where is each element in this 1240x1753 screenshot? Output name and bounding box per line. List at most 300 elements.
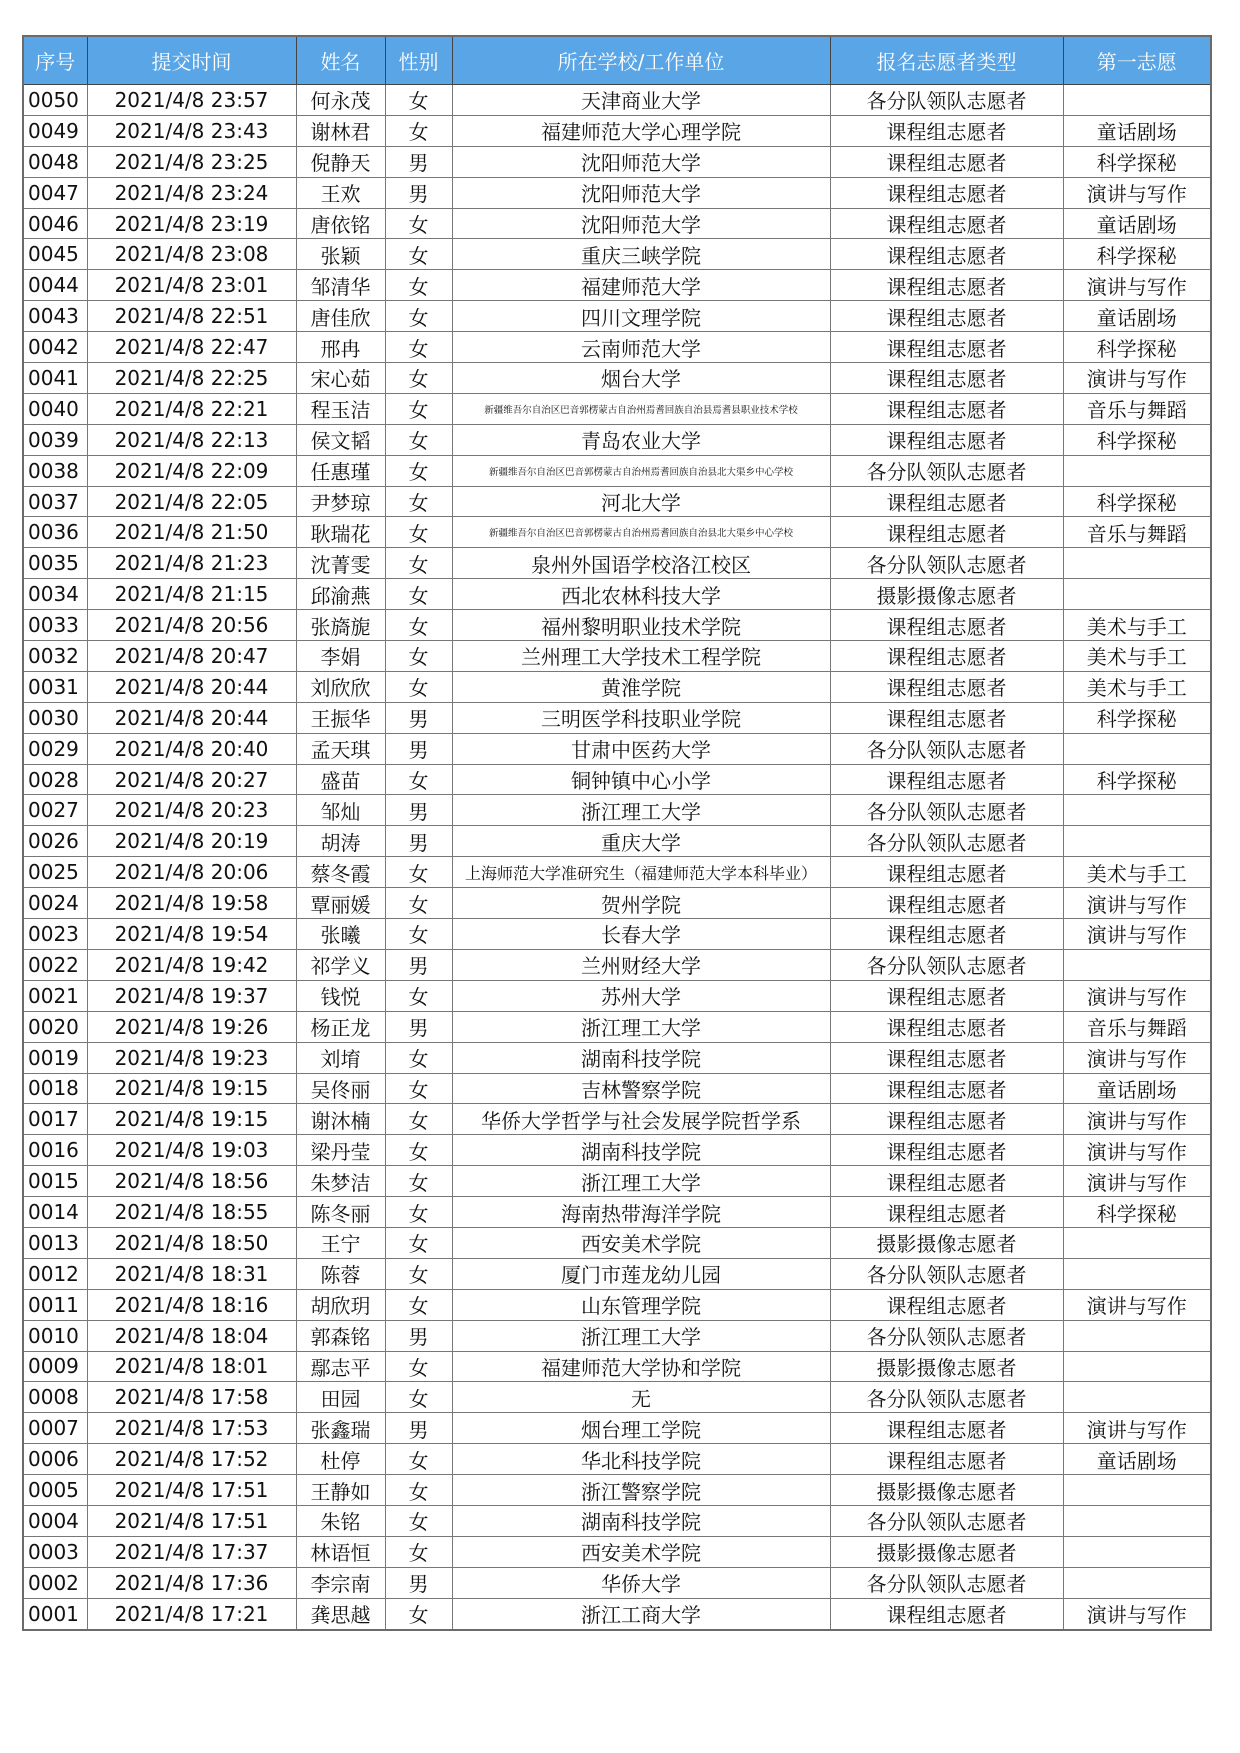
cell-school: 黄淮学院 xyxy=(452,671,830,702)
cell-name: 邱渝燕 xyxy=(296,579,385,610)
cell-name: 李宗南 xyxy=(296,1567,385,1598)
cell-gender: 男 xyxy=(385,826,452,857)
cell-id: 0025 xyxy=(23,857,87,888)
cell-gender: 女 xyxy=(385,1475,452,1506)
cell-first-choice xyxy=(1063,548,1211,579)
cell-volunteer-type: 课程组志愿者 xyxy=(830,1135,1063,1166)
cell-name: 沈菁雯 xyxy=(296,548,385,579)
cell-submit-time: 2021/4/8 19:54 xyxy=(87,919,296,950)
table-row xyxy=(23,85,1211,116)
cell-school: 浙江理工大学 xyxy=(452,1320,830,1351)
cell-submit-time: 2021/4/8 20:56 xyxy=(87,610,296,641)
cell-volunteer-type: 各分队领队志愿者 xyxy=(830,733,1063,764)
table-row xyxy=(23,301,1211,332)
cell-school: 甘肃中医药大学 xyxy=(452,733,830,764)
cell-gender: 女 xyxy=(385,363,452,394)
cell-volunteer-type: 摄影摄像志愿者 xyxy=(830,1227,1063,1258)
cell-name: 胡欣玥 xyxy=(296,1289,385,1320)
cell-school: 上海师范大学准研究生（福建师范大学本科毕业） xyxy=(452,857,830,888)
cell-volunteer-type: 摄影摄像志愿者 xyxy=(830,1536,1063,1567)
table-row xyxy=(23,393,1211,424)
cell-first-choice: 科学探秘 xyxy=(1063,486,1211,517)
cell-school: 河北大学 xyxy=(452,486,830,517)
cell-volunteer-type: 各分队领队志愿者 xyxy=(830,85,1063,116)
cell-first-choice xyxy=(1063,579,1211,610)
cell-gender: 男 xyxy=(385,1011,452,1042)
cell-id: 0048 xyxy=(23,146,87,177)
cell-submit-time: 2021/4/8 17:58 xyxy=(87,1382,296,1413)
cell-first-choice: 科学探秘 xyxy=(1063,1197,1211,1228)
cell-gender: 女 xyxy=(385,1289,452,1320)
cell-submit-time: 2021/4/8 18:55 xyxy=(87,1197,296,1228)
cell-submit-time: 2021/4/8 23:25 xyxy=(87,146,296,177)
cell-school: 福建师范大学心理学院 xyxy=(452,115,830,146)
cell-gender: 女 xyxy=(385,888,452,919)
cell-id: 0029 xyxy=(23,733,87,764)
cell-submit-time: 2021/4/8 19:58 xyxy=(87,888,296,919)
cell-gender: 女 xyxy=(385,1104,452,1135)
cell-id: 0050 xyxy=(23,85,87,116)
cell-school: 浙江工商大学 xyxy=(452,1598,830,1629)
cell-submit-time: 2021/4/8 22:47 xyxy=(87,332,296,363)
cell-first-choice xyxy=(1063,1475,1211,1506)
cell-school: 云南师范大学 xyxy=(452,332,830,363)
cell-gender: 女 xyxy=(385,1258,452,1289)
cell-volunteer-type: 课程组志愿者 xyxy=(830,1073,1063,1104)
cell-id: 0026 xyxy=(23,826,87,857)
cell-id: 0014 xyxy=(23,1197,87,1228)
table-row xyxy=(23,826,1211,857)
cell-gender: 女 xyxy=(385,1444,452,1475)
table-row xyxy=(23,1382,1211,1413)
table-row xyxy=(23,1505,1211,1536)
table-row xyxy=(23,671,1211,702)
cell-volunteer-type: 课程组志愿者 xyxy=(830,1011,1063,1042)
cell-id: 0035 xyxy=(23,548,87,579)
table-row xyxy=(23,1227,1211,1258)
cell-id: 0032 xyxy=(23,641,87,672)
cell-gender: 女 xyxy=(385,1598,452,1629)
cell-school: 福州黎明职业技术学院 xyxy=(452,610,830,641)
cell-submit-time: 2021/4/8 23:24 xyxy=(87,177,296,208)
cell-gender: 男 xyxy=(385,1567,452,1598)
cell-submit-time: 2021/4/8 19:42 xyxy=(87,949,296,980)
cell-volunteer-type: 课程组志愿者 xyxy=(830,1289,1063,1320)
cell-gender: 男 xyxy=(385,949,452,980)
cell-name: 杨正龙 xyxy=(296,1011,385,1042)
cell-volunteer-type: 课程组志愿者 xyxy=(830,1104,1063,1135)
table-row xyxy=(23,115,1211,146)
cell-name: 蔡冬霞 xyxy=(296,857,385,888)
cell-id: 0031 xyxy=(23,671,87,702)
cell-name: 张颖 xyxy=(296,239,385,270)
cell-school: 苏州大学 xyxy=(452,980,830,1011)
cell-volunteer-type: 课程组志愿者 xyxy=(830,1042,1063,1073)
cell-submit-time: 2021/4/8 20:44 xyxy=(87,702,296,733)
cell-name: 王振华 xyxy=(296,702,385,733)
cell-school: 浙江警察学院 xyxy=(452,1475,830,1506)
cell-submit-time: 2021/4/8 18:31 xyxy=(87,1258,296,1289)
table-row xyxy=(23,1475,1211,1506)
cell-name: 张鑫瑞 xyxy=(296,1413,385,1444)
cell-volunteer-type: 课程组志愿者 xyxy=(830,301,1063,332)
cell-volunteer-type: 课程组志愿者 xyxy=(830,1413,1063,1444)
table-row xyxy=(23,1197,1211,1228)
cell-school: 浙江理工大学 xyxy=(452,1011,830,1042)
cell-school: 三明医学科技职业学院 xyxy=(452,702,830,733)
cell-name: 刘堉 xyxy=(296,1042,385,1073)
table-row xyxy=(23,208,1211,239)
cell-name: 郭森铭 xyxy=(296,1320,385,1351)
cell-id: 0017 xyxy=(23,1104,87,1135)
cell-id: 0019 xyxy=(23,1042,87,1073)
table-row xyxy=(23,548,1211,579)
cell-submit-time: 2021/4/8 19:26 xyxy=(87,1011,296,1042)
cell-first-choice: 童话剧场 xyxy=(1063,1444,1211,1475)
cell-name: 祁学义 xyxy=(296,949,385,980)
cell-id: 0021 xyxy=(23,980,87,1011)
cell-submit-time: 2021/4/8 19:37 xyxy=(87,980,296,1011)
cell-first-choice: 演讲与写作 xyxy=(1063,1598,1211,1629)
cell-school: 西北农林科技大学 xyxy=(452,579,830,610)
cell-submit-time: 2021/4/8 22:25 xyxy=(87,363,296,394)
cell-gender: 男 xyxy=(385,733,452,764)
cell-school: 浙江理工大学 xyxy=(452,1166,830,1197)
cell-volunteer-type: 课程组志愿者 xyxy=(830,1166,1063,1197)
cell-volunteer-type: 课程组志愿者 xyxy=(830,146,1063,177)
cell-school: 西安美术学院 xyxy=(452,1536,830,1567)
cell-name: 张曦 xyxy=(296,919,385,950)
cell-volunteer-type: 各分队领队志愿者 xyxy=(830,1320,1063,1351)
cell-gender: 女 xyxy=(385,764,452,795)
cell-school: 无 xyxy=(452,1382,830,1413)
table-row xyxy=(23,1567,1211,1598)
cell-volunteer-type: 课程组志愿者 xyxy=(830,393,1063,424)
cell-first-choice: 美术与手工 xyxy=(1063,671,1211,702)
cell-gender: 女 xyxy=(385,980,452,1011)
cell-id: 0022 xyxy=(23,949,87,980)
cell-volunteer-type: 各分队领队志愿者 xyxy=(830,1258,1063,1289)
header-row xyxy=(23,36,1211,85)
cell-name: 邹清华 xyxy=(296,270,385,301)
cell-school: 兰州理工大学技术工程学院 xyxy=(452,641,830,672)
cell-submit-time: 2021/4/8 17:51 xyxy=(87,1505,296,1536)
cell-name: 朱梦洁 xyxy=(296,1166,385,1197)
cell-volunteer-type: 课程组志愿者 xyxy=(830,424,1063,455)
cell-name: 唐依铭 xyxy=(296,208,385,239)
cell-id: 0011 xyxy=(23,1289,87,1320)
cell-volunteer-type: 课程组志愿者 xyxy=(830,177,1063,208)
header-volunteer-type: 报名志愿者类型 xyxy=(830,36,1063,85)
cell-id: 0040 xyxy=(23,393,87,424)
cell-volunteer-type: 各分队领队志愿者 xyxy=(830,548,1063,579)
cell-volunteer-type: 各分队领队志愿者 xyxy=(830,826,1063,857)
cell-submit-time: 2021/4/8 17:51 xyxy=(87,1475,296,1506)
cell-volunteer-type: 各分队领队志愿者 xyxy=(830,1567,1063,1598)
cell-school: 重庆大学 xyxy=(452,826,830,857)
cell-name: 王欢 xyxy=(296,177,385,208)
cell-volunteer-type: 课程组志愿者 xyxy=(830,1197,1063,1228)
table-row xyxy=(23,177,1211,208)
cell-gender: 女 xyxy=(385,332,452,363)
cell-name: 吴佟丽 xyxy=(296,1073,385,1104)
table-row xyxy=(23,517,1211,548)
table-row xyxy=(23,1073,1211,1104)
cell-first-choice: 演讲与写作 xyxy=(1063,177,1211,208)
header-name: 姓名 xyxy=(296,36,385,85)
cell-school: 华侨大学哲学与社会发展学院哲学系 xyxy=(452,1104,830,1135)
cell-id: 0027 xyxy=(23,795,87,826)
cell-school: 福建师范大学 xyxy=(452,270,830,301)
cell-gender: 女 xyxy=(385,610,452,641)
cell-first-choice: 演讲与写作 xyxy=(1063,1135,1211,1166)
cell-school: 沈阳师范大学 xyxy=(452,177,830,208)
cell-gender: 女 xyxy=(385,641,452,672)
cell-submit-time: 2021/4/8 23:43 xyxy=(87,115,296,146)
cell-submit-time: 2021/4/8 22:13 xyxy=(87,424,296,455)
cell-submit-time: 2021/4/8 19:15 xyxy=(87,1104,296,1135)
cell-id: 0001 xyxy=(23,1598,87,1629)
cell-submit-time: 2021/4/8 18:56 xyxy=(87,1166,296,1197)
cell-volunteer-type: 课程组志愿者 xyxy=(830,363,1063,394)
table-row xyxy=(23,795,1211,826)
cell-gender: 女 xyxy=(385,1166,452,1197)
cell-school: 新疆维吾尔自治区巴音郭楞蒙古自治州焉耆回族自治县焉耆县职业技术学校 xyxy=(452,393,830,424)
table-row xyxy=(23,455,1211,486)
cell-volunteer-type: 课程组志愿者 xyxy=(830,641,1063,672)
cell-volunteer-type: 各分队领队志愿者 xyxy=(830,949,1063,980)
cell-submit-time: 2021/4/8 19:03 xyxy=(87,1135,296,1166)
table-row xyxy=(23,1413,1211,1444)
cell-volunteer-type: 课程组志愿者 xyxy=(830,239,1063,270)
cell-submit-time: 2021/4/8 23:19 xyxy=(87,208,296,239)
table-row xyxy=(23,1289,1211,1320)
table-row xyxy=(23,1351,1211,1382)
table-row xyxy=(23,857,1211,888)
cell-school: 沈阳师范大学 xyxy=(452,208,830,239)
cell-submit-time: 2021/4/8 17:37 xyxy=(87,1536,296,1567)
cell-school: 华侨大学 xyxy=(452,1567,830,1598)
cell-submit-time: 2021/4/8 18:04 xyxy=(87,1320,296,1351)
cell-id: 0028 xyxy=(23,764,87,795)
cell-volunteer-type: 课程组志愿者 xyxy=(830,270,1063,301)
cell-volunteer-type: 课程组志愿者 xyxy=(830,980,1063,1011)
header-submit-time: 提交时间 xyxy=(87,36,296,85)
cell-gender: 女 xyxy=(385,1505,452,1536)
table-row xyxy=(23,1598,1211,1629)
cell-gender: 女 xyxy=(385,239,452,270)
table-row xyxy=(23,1042,1211,1073)
cell-id: 0033 xyxy=(23,610,87,641)
cell-first-choice: 演讲与写作 xyxy=(1063,1289,1211,1320)
cell-gender: 女 xyxy=(385,671,452,702)
table-row xyxy=(23,980,1211,1011)
cell-gender: 女 xyxy=(385,548,452,579)
cell-name: 胡涛 xyxy=(296,826,385,857)
cell-id: 0044 xyxy=(23,270,87,301)
cell-id: 0046 xyxy=(23,208,87,239)
cell-name: 邹灿 xyxy=(296,795,385,826)
cell-first-choice: 演讲与写作 xyxy=(1063,363,1211,394)
volunteer-registration-table xyxy=(22,35,1212,1631)
cell-id: 0013 xyxy=(23,1227,87,1258)
cell-first-choice xyxy=(1063,1320,1211,1351)
cell-school: 新疆维吾尔自治区巴音郭楞蒙古自治州焉耆回族自治县北大渠乡中心学校 xyxy=(452,517,830,548)
cell-gender: 女 xyxy=(385,301,452,332)
cell-submit-time: 2021/4/8 23:08 xyxy=(87,239,296,270)
cell-first-choice: 演讲与写作 xyxy=(1063,1104,1211,1135)
cell-school: 山东管理学院 xyxy=(452,1289,830,1320)
cell-id: 0020 xyxy=(23,1011,87,1042)
cell-name: 倪静天 xyxy=(296,146,385,177)
cell-name: 梁丹莹 xyxy=(296,1135,385,1166)
cell-name: 谢沐楠 xyxy=(296,1104,385,1135)
cell-first-choice: 演讲与写作 xyxy=(1063,919,1211,950)
cell-volunteer-type: 课程组志愿者 xyxy=(830,764,1063,795)
header-school: 所在学校/工作单位 xyxy=(452,36,830,85)
cell-gender: 女 xyxy=(385,486,452,517)
cell-first-choice xyxy=(1063,1227,1211,1258)
table-row xyxy=(23,424,1211,455)
cell-first-choice: 演讲与写作 xyxy=(1063,980,1211,1011)
cell-name: 尹梦琼 xyxy=(296,486,385,517)
cell-id: 0018 xyxy=(23,1073,87,1104)
table-row xyxy=(23,1320,1211,1351)
cell-name: 何永茂 xyxy=(296,85,385,116)
table-row xyxy=(23,610,1211,641)
cell-gender: 男 xyxy=(385,702,452,733)
cell-first-choice: 科学探秘 xyxy=(1063,702,1211,733)
cell-first-choice xyxy=(1063,1382,1211,1413)
cell-volunteer-type: 课程组志愿者 xyxy=(830,486,1063,517)
cell-id: 0034 xyxy=(23,579,87,610)
cell-volunteer-type: 课程组志愿者 xyxy=(830,517,1063,548)
cell-volunteer-type: 摄影摄像志愿者 xyxy=(830,1475,1063,1506)
cell-volunteer-type: 课程组志愿者 xyxy=(830,332,1063,363)
cell-submit-time: 2021/4/8 23:01 xyxy=(87,270,296,301)
table-row xyxy=(23,1135,1211,1166)
cell-first-choice: 童话剧场 xyxy=(1063,1073,1211,1104)
cell-gender: 女 xyxy=(385,1135,452,1166)
cell-gender: 女 xyxy=(385,1227,452,1258)
cell-submit-time: 2021/4/8 20:47 xyxy=(87,641,296,672)
cell-submit-time: 2021/4/8 22:09 xyxy=(87,455,296,486)
cell-submit-time: 2021/4/8 22:05 xyxy=(87,486,296,517)
cell-school: 海南热带海洋学院 xyxy=(452,1197,830,1228)
cell-first-choice: 演讲与写作 xyxy=(1063,1166,1211,1197)
cell-first-choice: 美术与手工 xyxy=(1063,610,1211,641)
cell-school: 烟台理工学院 xyxy=(452,1413,830,1444)
cell-school: 湖南科技学院 xyxy=(452,1505,830,1536)
cell-gender: 男 xyxy=(385,146,452,177)
cell-name: 钱悦 xyxy=(296,980,385,1011)
cell-id: 0007 xyxy=(23,1413,87,1444)
cell-volunteer-type: 摄影摄像志愿者 xyxy=(830,579,1063,610)
cell-submit-time: 2021/4/8 21:23 xyxy=(87,548,296,579)
table-header xyxy=(23,36,1211,85)
cell-first-choice xyxy=(1063,455,1211,486)
cell-submit-time: 2021/4/8 19:23 xyxy=(87,1042,296,1073)
header-gender: 性别 xyxy=(385,36,452,85)
cell-submit-time: 2021/4/8 23:57 xyxy=(87,85,296,116)
cell-id: 0003 xyxy=(23,1536,87,1567)
cell-submit-time: 2021/4/8 20:44 xyxy=(87,671,296,702)
cell-name: 谢林君 xyxy=(296,115,385,146)
cell-volunteer-type: 课程组志愿者 xyxy=(830,1598,1063,1629)
cell-first-choice xyxy=(1063,949,1211,980)
cell-name: 田园 xyxy=(296,1382,385,1413)
cell-id: 0002 xyxy=(23,1567,87,1598)
cell-school: 福建师范大学协和学院 xyxy=(452,1351,830,1382)
cell-school: 新疆维吾尔自治区巴音郭楞蒙古自治州焉耆回族自治县北大渠乡中心学校 xyxy=(452,455,830,486)
header-first-choice: 第一志愿 xyxy=(1063,36,1211,85)
cell-school: 烟台大学 xyxy=(452,363,830,394)
cell-id: 0042 xyxy=(23,332,87,363)
cell-first-choice: 科学探秘 xyxy=(1063,239,1211,270)
cell-first-choice xyxy=(1063,1505,1211,1536)
cell-volunteer-type: 课程组志愿者 xyxy=(830,702,1063,733)
cell-name: 张旖旎 xyxy=(296,610,385,641)
cell-gender: 女 xyxy=(385,579,452,610)
table-row xyxy=(23,733,1211,764)
table-row xyxy=(23,239,1211,270)
table-row xyxy=(23,919,1211,950)
table-row xyxy=(23,486,1211,517)
cell-volunteer-type: 课程组志愿者 xyxy=(830,888,1063,919)
cell-school: 青岛农业大学 xyxy=(452,424,830,455)
cell-id: 0045 xyxy=(23,239,87,270)
table-row xyxy=(23,1104,1211,1135)
table-row xyxy=(23,702,1211,733)
cell-name: 宋心茹 xyxy=(296,363,385,394)
cell-first-choice xyxy=(1063,795,1211,826)
cell-first-choice xyxy=(1063,1351,1211,1382)
table-row xyxy=(23,270,1211,301)
cell-name: 程玉洁 xyxy=(296,393,385,424)
cell-volunteer-type: 课程组志愿者 xyxy=(830,115,1063,146)
table-row xyxy=(23,146,1211,177)
cell-school: 沈阳师范大学 xyxy=(452,146,830,177)
cell-first-choice xyxy=(1063,826,1211,857)
cell-submit-time: 2021/4/8 20:19 xyxy=(87,826,296,857)
cell-first-choice xyxy=(1063,1567,1211,1598)
cell-first-choice: 科学探秘 xyxy=(1063,332,1211,363)
cell-school: 长春大学 xyxy=(452,919,830,950)
cell-school: 天津商业大学 xyxy=(452,85,830,116)
table-row xyxy=(23,332,1211,363)
table-row xyxy=(23,1536,1211,1567)
cell-gender: 男 xyxy=(385,1413,452,1444)
cell-name: 林语恒 xyxy=(296,1536,385,1567)
cell-submit-time: 2021/4/8 18:16 xyxy=(87,1289,296,1320)
cell-id: 0015 xyxy=(23,1166,87,1197)
table-row xyxy=(23,579,1211,610)
cell-id: 0024 xyxy=(23,888,87,919)
cell-gender: 女 xyxy=(385,1536,452,1567)
cell-id: 0004 xyxy=(23,1505,87,1536)
cell-gender: 女 xyxy=(385,208,452,239)
table-row xyxy=(23,1258,1211,1289)
cell-name: 耿瑞花 xyxy=(296,517,385,548)
cell-name: 唐佳欣 xyxy=(296,301,385,332)
cell-name: 陈蓉 xyxy=(296,1258,385,1289)
cell-submit-time: 2021/4/8 19:15 xyxy=(87,1073,296,1104)
cell-id: 0041 xyxy=(23,363,87,394)
cell-first-choice xyxy=(1063,85,1211,116)
cell-school: 湖南科技学院 xyxy=(452,1135,830,1166)
cell-first-choice: 演讲与写作 xyxy=(1063,1413,1211,1444)
cell-school: 西安美术学院 xyxy=(452,1227,830,1258)
